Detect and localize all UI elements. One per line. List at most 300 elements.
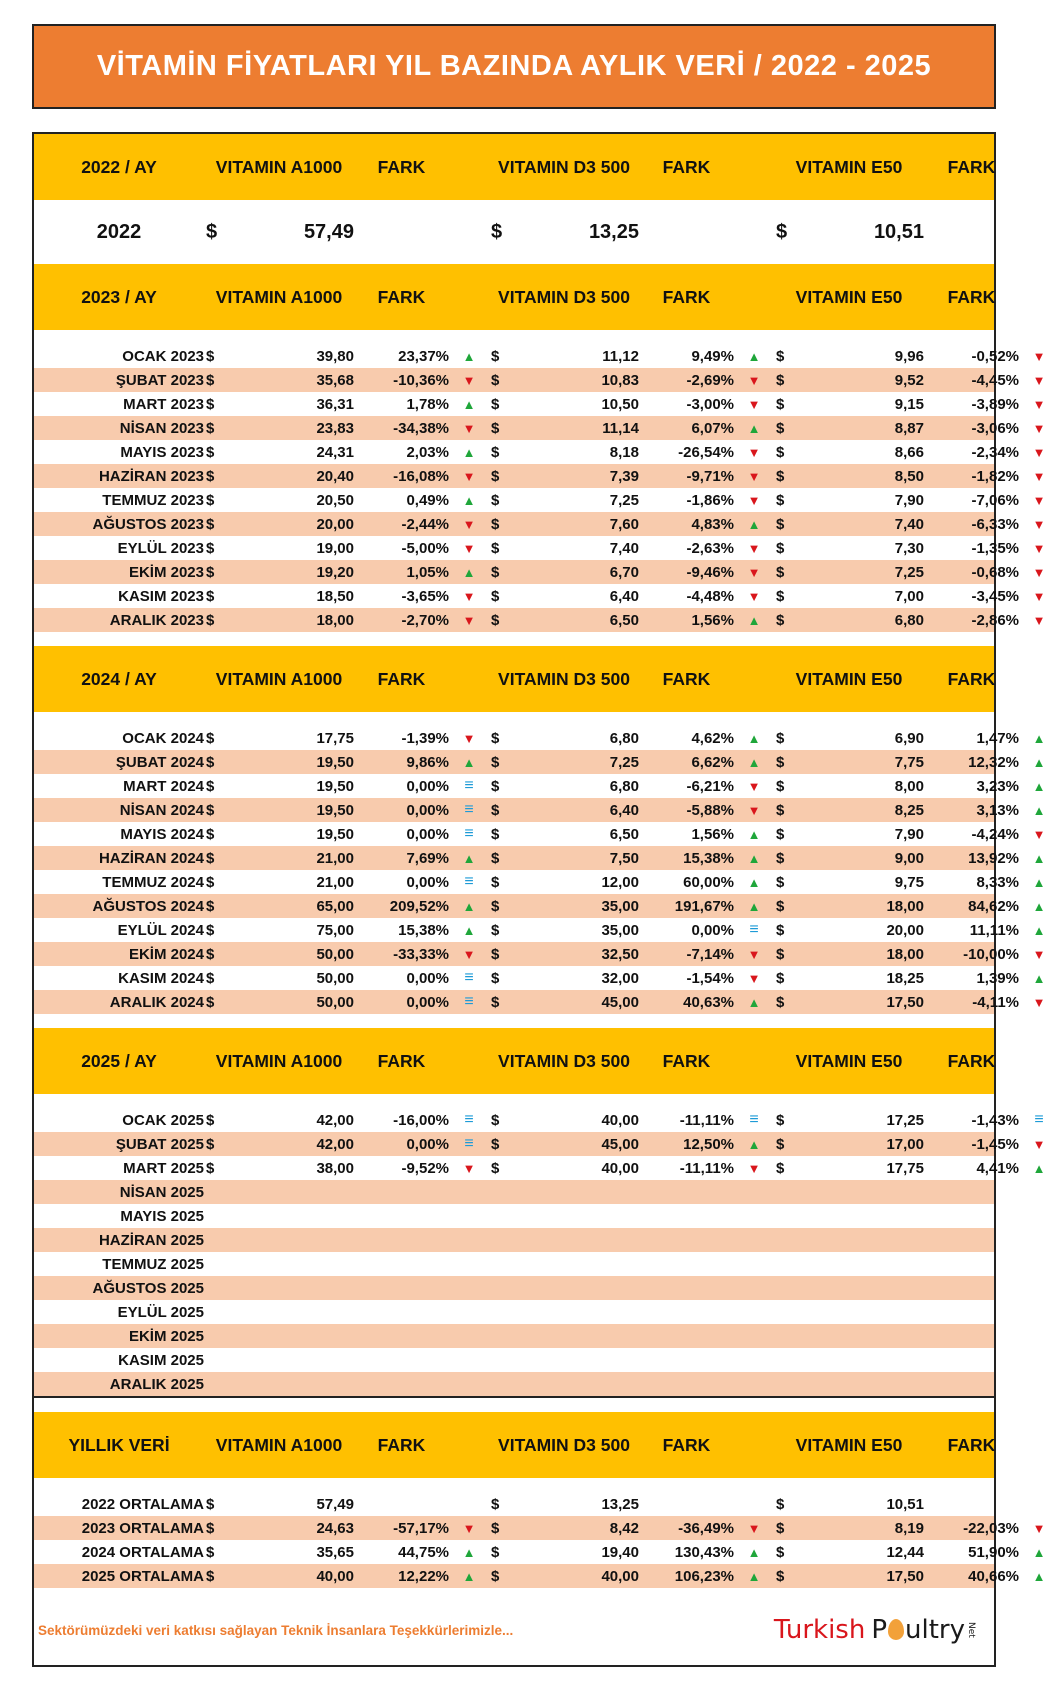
vitamin-d-fark: -7,14% [686, 945, 734, 963]
vitamin-e-price: 9,15 [894, 395, 924, 413]
vitamin-d-fark: 1,56% [691, 611, 734, 629]
header-fark-e: FARK [947, 286, 996, 307]
vitamin-d-price: 6,50 [609, 611, 639, 629]
triangle-down-icon: ▼ [462, 588, 476, 604]
vitamin-d-price: 6,50 [609, 825, 639, 843]
header-vitamin-d: VITAMIN D3 500 [498, 1434, 630, 1455]
vitamin-d-price [524, 1324, 639, 1348]
vitamin-a-trend [449, 1300, 489, 1324]
vitamin-a-fark [354, 1492, 449, 1516]
header-period: YILLIK VERİ [68, 1434, 170, 1455]
equal-icon: ≡ [1034, 1111, 1044, 1128]
vitamin-a-price: 42,00 [316, 1135, 354, 1153]
vitamin-e-fark: -0,52% [971, 347, 1019, 365]
vitamin-d-fark: -2,69% [686, 371, 734, 389]
header-fark-a: FARK [377, 1434, 426, 1455]
vitamin-d-fark: 12,50% [683, 1135, 734, 1153]
table-row [34, 822, 1046, 846]
triangle-up-icon: ▲ [1032, 1568, 1046, 1584]
spacer-cell [449, 646, 489, 712]
table-row [34, 1492, 994, 1516]
vitamin-a-fark: 1,78% [406, 395, 449, 413]
row-label: KASIM 2025 [118, 1351, 204, 1369]
vitamin-d-price: 6,80 [609, 777, 639, 795]
vitamin-e-price: 12,44 [886, 1543, 924, 1561]
triangle-down-icon: ▼ [747, 778, 761, 794]
vitamin-d-price: 32,50 [601, 945, 639, 963]
header-vitamin-d: VITAMIN D3 500 [498, 286, 630, 307]
table-row [34, 1372, 994, 1396]
vitamin-e-fark [924, 1180, 1019, 1204]
vitamin-e-trend [1019, 1324, 1059, 1348]
spacer-cell [734, 1412, 774, 1478]
vitamin-a-price: 23,83 [316, 419, 354, 437]
vitamin-a-price: 57,49 [316, 1495, 354, 1513]
vitamin-a-trend [449, 1276, 489, 1300]
currency-symbol: $ [776, 1495, 785, 1513]
currency-symbol [489, 1204, 524, 1228]
vitamin-e-price: 8,00 [894, 777, 924, 795]
vitamin-e-fark [924, 1276, 1019, 1300]
currency-symbol: $ [491, 419, 500, 437]
equal-icon: ≡ [749, 1111, 759, 1128]
currency-symbol: $ [206, 873, 215, 891]
table-row [34, 1204, 994, 1228]
currency-symbol: $ [206, 1495, 215, 1513]
triangle-up-icon: ▲ [747, 994, 761, 1010]
table-row [34, 608, 1046, 632]
row-label: MAYIS 2023 [120, 443, 204, 461]
triangle-down-icon: ▼ [1032, 396, 1046, 412]
table-row [34, 1348, 994, 1372]
row-label: EYLÜL 2023 [117, 539, 204, 557]
vitamin-d-fark: 0,00% [691, 921, 734, 939]
vitamin-a-price [239, 1300, 354, 1324]
vitamin-a-price: 17,75 [316, 729, 354, 747]
vitamin-a-price: 50,00 [316, 993, 354, 1011]
vitamin-e-price [809, 1300, 924, 1324]
vitamin-e-fark [924, 1324, 1019, 1348]
vitamin-a-price: 19,00 [316, 539, 354, 557]
vitamin-a-fark: -5,00% [401, 539, 449, 557]
table-row [34, 1132, 1046, 1156]
currency-symbol: $ [491, 1519, 500, 1537]
triangle-down-icon: ▼ [747, 588, 761, 604]
section-header [34, 1412, 994, 1478]
currency-symbol: $ [206, 1543, 215, 1561]
triangle-down-icon: ▼ [462, 516, 476, 532]
vitamin-d-fark [639, 1372, 734, 1396]
header-fark-d: FARK [662, 1050, 711, 1071]
currency-symbol: $ [491, 467, 500, 485]
vitamin-d-trend [734, 1228, 774, 1252]
row-spacer [34, 632, 994, 646]
currency-symbol: $ [776, 1543, 785, 1561]
currency-symbol [774, 1372, 809, 1396]
vitamin-d-price: 11,12 [602, 347, 639, 365]
triangle-down-icon: ▼ [747, 946, 761, 962]
currency-symbol: $ [206, 825, 215, 843]
triangle-up-icon: ▲ [462, 1568, 476, 1584]
row-label: ARALIK 2024 [109, 993, 204, 1011]
triangle-down-icon: ▼ [462, 372, 476, 388]
equal-icon: ≡ [464, 969, 474, 986]
triangle-down-icon: ▼ [747, 444, 761, 460]
vitamin-a-fark: 12,22% [398, 1567, 449, 1585]
currency-symbol [489, 1228, 524, 1252]
triangle-up-icon: ▲ [1032, 1160, 1046, 1176]
header-period: 2024 / AY [81, 668, 157, 689]
triangle-down-icon: ▼ [747, 540, 761, 556]
spacer-cell [734, 646, 774, 712]
vitamin-e-fark: 3,13% [976, 801, 1019, 819]
vitamin-e-base-price: 10,51 [873, 220, 924, 243]
triangle-down-icon: ▼ [747, 564, 761, 580]
vitamin-a-price: 42,00 [316, 1111, 354, 1129]
triangle-down-icon: ▼ [747, 1160, 761, 1176]
row-label: AĞUSTOS 2023 [92, 515, 204, 533]
vitamin-e-price: 18,25 [886, 969, 924, 987]
triangle-up-icon: ▲ [462, 922, 476, 938]
currency-symbol: $ [206, 897, 215, 915]
header-period: 2023 / AY [81, 286, 157, 307]
table-row [34, 536, 1046, 560]
row-label: OCAK 2024 [122, 729, 204, 747]
vitamin-d-trend [734, 1204, 774, 1228]
vitamin-d-price: 10,83 [601, 371, 639, 389]
vitamin-a-fark [354, 1348, 449, 1372]
vitamin-e-trend [1019, 1204, 1059, 1228]
currency-symbol: $ [491, 993, 500, 1011]
vitamin-e-trend [1019, 1300, 1059, 1324]
vitamin-e-price: 18,00 [886, 897, 924, 915]
spacer-cell [449, 134, 489, 200]
currency-symbol: $ [491, 563, 500, 581]
currency-symbol [204, 1204, 239, 1228]
triangle-down-icon: ▼ [462, 420, 476, 436]
row-label: HAZİRAN 2024 [98, 849, 204, 867]
currency-symbol: $ [776, 515, 785, 533]
vitamin-e-fark [924, 1348, 1019, 1372]
vitamin-e-trend [1019, 1492, 1059, 1516]
triangle-up-icon: ▲ [747, 1136, 761, 1152]
currency-symbol: $ [206, 347, 215, 365]
triangle-down-icon: ▼ [462, 612, 476, 628]
triangle-down-icon: ▼ [747, 802, 761, 818]
vitamin-e-price [809, 1324, 924, 1348]
vitamin-a-fark: 0,00% [406, 801, 449, 819]
vitamin-a-price: 20,00 [316, 515, 354, 533]
currency-symbol: $ [776, 1567, 785, 1585]
triangle-up-icon: ▲ [1032, 754, 1046, 770]
table-row [34, 990, 1046, 1014]
vitamin-e-price: 17,25 [886, 1111, 924, 1129]
currency-symbol: $ [206, 443, 215, 461]
vitamin-a-price: 75,00 [316, 921, 354, 939]
header-fark-e: FARK [947, 1050, 996, 1071]
vitamin-a-fark: -2,70% [401, 611, 449, 629]
vitamin-a-price: 50,00 [316, 969, 354, 987]
vitamin-d-fark: 1,56% [691, 825, 734, 843]
currency-symbol: $ [776, 801, 785, 819]
currency-symbol [489, 1348, 524, 1372]
currency-symbol: $ [776, 220, 788, 243]
triangle-up-icon: ▲ [1032, 730, 1046, 746]
currency-symbol: $ [491, 1111, 500, 1129]
header-vitamin-a: VITAMIN A1000 [215, 286, 343, 307]
vitamin-a-fark: 9,86% [406, 753, 449, 771]
header-vitamin-e: VITAMIN E50 [795, 1050, 903, 1071]
vitamin-e-fark: -3,06% [971, 419, 1019, 437]
header-vitamin-a: VITAMIN A1000 [215, 1434, 343, 1455]
vitamin-e-price: 7,40 [894, 515, 924, 533]
vitamin-a-price: 20,50 [316, 491, 354, 509]
vitamin-a-fark: -2,44% [401, 515, 449, 533]
currency-symbol: $ [206, 993, 215, 1011]
vitamin-d-trend [734, 1300, 774, 1324]
vitamin-e-price [809, 1348, 924, 1372]
section-header [34, 134, 994, 200]
vitamin-a-price: 20,40 [316, 467, 354, 485]
triangle-up-icon: ▲ [747, 1568, 761, 1584]
header-fark-d: FARK [662, 286, 711, 307]
vitamin-a-price [239, 1252, 354, 1276]
section-header [34, 646, 994, 712]
currency-symbol: $ [491, 395, 500, 413]
vitamin-e-trend [1019, 1348, 1059, 1372]
triangle-up-icon: ▲ [462, 396, 476, 412]
vitamin-a-price: 18,50 [316, 587, 354, 605]
row-label: EKİM 2024 [128, 945, 204, 963]
vitamin-a-price: 39,80 [316, 347, 354, 365]
vitamin-d-base-price: 13,25 [588, 220, 639, 243]
triangle-down-icon: ▼ [747, 970, 761, 986]
currency-symbol [489, 1276, 524, 1300]
vitamin-a-fark: 0,00% [406, 1135, 449, 1153]
table-row [34, 1252, 994, 1276]
vitamin-a-fark: -34,38% [393, 419, 449, 437]
triangle-up-icon: ▲ [462, 564, 476, 580]
header-vitamin-e: VITAMIN E50 [795, 1434, 903, 1455]
vitamin-e-fark [924, 1492, 1019, 1516]
table-row [34, 512, 1046, 536]
currency-symbol: $ [776, 825, 785, 843]
vitamin-d-fark [639, 1204, 734, 1228]
vitamin-d-price: 6,80 [609, 729, 639, 747]
vitamin-e-price: 9,96 [894, 347, 924, 365]
triangle-down-icon: ▼ [1032, 348, 1046, 364]
spacer-cell [1019, 264, 1059, 330]
currency-symbol [204, 1348, 239, 1372]
table-row [34, 1324, 994, 1348]
currency-symbol: $ [491, 539, 500, 557]
vitamin-d-fark: -1,86% [686, 491, 734, 509]
page-title: VİTAMİN FİYATLARI YIL BAZINDA AYLIK VERİ / 2022 - 2025 [96, 50, 932, 82]
currency-symbol: $ [206, 371, 215, 389]
table-row [34, 560, 1046, 584]
currency-symbol: $ [206, 777, 215, 795]
vitamin-d-price [524, 1372, 639, 1396]
vitamin-d-fark: 9,49% [691, 347, 734, 365]
triangle-down-icon: ▼ [747, 396, 761, 412]
currency-symbol: $ [206, 1519, 215, 1537]
vitamin-e-trend [1019, 1276, 1059, 1300]
vitamin-a-fark: 0,00% [406, 993, 449, 1011]
vitamin-a-price: 19,50 [316, 777, 354, 795]
triangle-down-icon: ▼ [747, 468, 761, 484]
vitamin-a-trend [449, 1372, 489, 1396]
header-fark-e: FARK [947, 668, 996, 689]
row-label: ŞUBAT 2023 [115, 371, 204, 389]
thanks-note: Sektörümüzdeki veri katkısı sağlayan Teknik İnsanlara Teşekkürlerimizle... [38, 1622, 514, 1638]
triangle-up-icon: ▲ [1032, 898, 1046, 914]
currency-symbol: $ [491, 945, 500, 963]
vitamin-e-fark: 3,23% [976, 777, 1019, 795]
table-row [34, 870, 1046, 894]
vitamin-d-price: 12,00 [601, 873, 639, 891]
vitamin-d-price: 35,00 [601, 921, 639, 939]
vitamin-e-fark: 12,32% [968, 753, 1019, 771]
vitamin-e-fark: 51,90% [968, 1543, 1019, 1561]
vitamin-d-price [524, 1252, 639, 1276]
currency-symbol: $ [206, 753, 215, 771]
triangle-up-icon: ▲ [462, 898, 476, 914]
logo-text-turkish: Turkish [773, 1615, 866, 1645]
vitamin-d-price: 6,40 [609, 801, 639, 819]
vitamin-e-fark: 40,66% [968, 1567, 1019, 1585]
spacer-cell [924, 200, 1019, 264]
price-table [34, 134, 1046, 1588]
vitamin-e-trend [1019, 1180, 1059, 1204]
vitamin-d-fark: 6,07% [691, 419, 734, 437]
row-label: KASIM 2024 [118, 969, 204, 987]
vitamin-e-fark: -3,45% [971, 587, 1019, 605]
currency-symbol: $ [206, 969, 215, 987]
triangle-up-icon: ▲ [1032, 802, 1046, 818]
vitamin-a-price [239, 1228, 354, 1252]
currency-symbol: $ [206, 419, 215, 437]
logo-text-p: P [871, 1615, 888, 1645]
vitamin-a-price: 35,65 [316, 1543, 354, 1561]
vitamin-d-price: 7,50 [609, 849, 639, 867]
vitamin-a-price [239, 1180, 354, 1204]
vitamin-e-price: 10,51 [886, 1495, 924, 1513]
vitamin-a-trend [449, 1204, 489, 1228]
triangle-down-icon: ▼ [747, 1520, 761, 1536]
currency-symbol: $ [491, 443, 500, 461]
table-row [34, 726, 1046, 750]
vitamin-d-fark: -26,54% [678, 443, 734, 461]
header-fark-a: FARK [377, 1050, 426, 1071]
currency-symbol: $ [776, 1159, 785, 1177]
triangle-up-icon: ▲ [747, 850, 761, 866]
vitamin-d-price: 35,00 [601, 897, 639, 915]
vitamin-a-price: 19,50 [316, 825, 354, 843]
currency-symbol: $ [776, 849, 785, 867]
currency-symbol [204, 1276, 239, 1300]
currency-symbol: $ [206, 587, 215, 605]
spacer-cell [449, 1412, 489, 1478]
vitamin-e-fark: -10,00% [963, 945, 1019, 963]
currency-symbol [489, 1180, 524, 1204]
currency-symbol: $ [776, 419, 785, 437]
vitamin-d-price [524, 1300, 639, 1324]
vitamin-e-price: 7,90 [894, 491, 924, 509]
table-row [34, 1540, 1046, 1564]
vitamin-e-trend [1019, 1372, 1059, 1396]
row-label: TEMMUZ 2024 [102, 873, 204, 891]
vitamin-a-fark: 0,00% [406, 777, 449, 795]
equal-icon: ≡ [464, 777, 474, 794]
vitamin-d-trend [734, 1492, 774, 1516]
triangle-up-icon: ▲ [462, 492, 476, 508]
table-row [34, 774, 1046, 798]
table-row [34, 1516, 1046, 1540]
row-label: NİSAN 2023 [119, 419, 204, 437]
vitamin-e-price: 20,00 [886, 921, 924, 939]
row-label: EYLÜL 2024 [117, 921, 204, 939]
vitamin-e-price: 7,25 [894, 563, 924, 581]
vitamin-a-fark: -16,08% [393, 467, 449, 485]
vitamin-a-price: 40,00 [316, 1567, 354, 1585]
vitamin-d-price: 7,40 [609, 539, 639, 557]
currency-symbol: $ [776, 1111, 785, 1129]
header-vitamin-a: VITAMIN A1000 [215, 668, 343, 689]
currency-symbol: $ [776, 993, 785, 1011]
vitamin-d-fark: -3,00% [686, 395, 734, 413]
currency-symbol: $ [491, 777, 500, 795]
vitamin-a-price: 35,68 [316, 371, 354, 389]
vitamin-a-price [239, 1348, 354, 1372]
vitamin-d-price: 8,18 [609, 443, 639, 461]
row-label: ARALIK 2023 [109, 611, 204, 629]
table-row [34, 392, 1046, 416]
table-row [34, 1300, 994, 1324]
vitamin-d-fark: -11,11% [679, 1159, 734, 1177]
header-period: 2022 / AY [81, 156, 157, 177]
vitamin-d-price: 45,00 [601, 993, 639, 1011]
spacer-cell [449, 1028, 489, 1094]
vitamin-a-price: 36,31 [316, 395, 354, 413]
triangle-up-icon: ▲ [747, 516, 761, 532]
currency-symbol: $ [491, 1159, 500, 1177]
vitamin-e-fark [924, 1300, 1019, 1324]
vitamin-d-price: 11,14 [602, 419, 639, 437]
currency-symbol: $ [491, 825, 500, 843]
header-vitamin-e: VITAMIN E50 [795, 668, 903, 689]
vitamin-d-fark: 60,00% [683, 873, 734, 891]
vitamin-a-trend [449, 1492, 489, 1516]
currency-symbol: $ [206, 220, 218, 243]
vitamin-e-price: 17,00 [886, 1135, 924, 1153]
currency-symbol: $ [491, 371, 500, 389]
currency-symbol [774, 1324, 809, 1348]
vitamin-d-fark [639, 1324, 734, 1348]
vitamin-a-price: 21,00 [316, 873, 354, 891]
triangle-down-icon: ▼ [462, 468, 476, 484]
vitamin-a-price: 18,00 [316, 611, 354, 629]
footer [34, 1595, 994, 1665]
triangle-down-icon: ▼ [1032, 540, 1046, 556]
table-row [34, 464, 1046, 488]
base-year-label: 2022 [96, 220, 142, 243]
triangle-up-icon: ▲ [747, 874, 761, 890]
vitamin-e-fark: 1,47% [976, 729, 1019, 747]
row-label: ŞUBAT 2025 [115, 1135, 204, 1153]
currency-symbol [774, 1180, 809, 1204]
currency-symbol [774, 1204, 809, 1228]
vitamin-a-trend [449, 1228, 489, 1252]
